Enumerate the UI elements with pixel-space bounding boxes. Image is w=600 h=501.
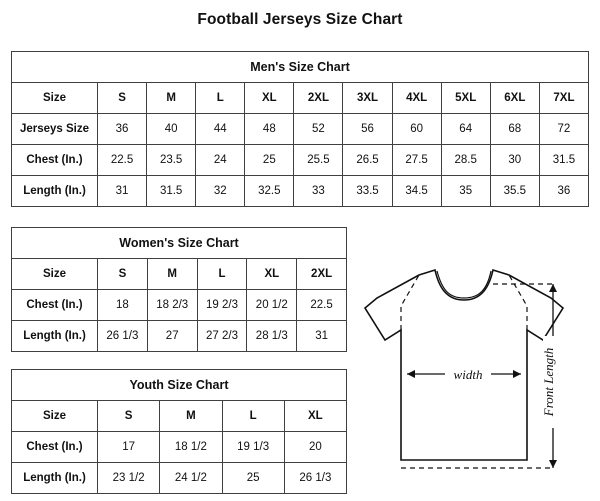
youth-size-chart (11, 369, 347, 494)
cell-chest: 30 (490, 145, 539, 176)
front-length-label: Front Length (541, 347, 556, 417)
cell-length: 23 1/2 (98, 463, 160, 494)
cell-chest: 19 1/3 (222, 432, 284, 463)
cell-jerseys-size: 60 (392, 114, 441, 145)
cell-chest: 25.5 (294, 145, 343, 176)
row-label-jerseys-size: Jerseys Size (12, 114, 98, 145)
table-row (12, 83, 589, 114)
cell-length: 33.5 (343, 176, 392, 207)
cell-chest: 22.5 (98, 145, 147, 176)
cell-length: 27 2/3 (197, 321, 247, 352)
womens-chart-caption: Women's Size Chart (12, 228, 347, 259)
cell-chest: 26.5 (343, 145, 392, 176)
cell-chest: 24 (196, 145, 245, 176)
cell-size: XL (284, 401, 346, 432)
cell-chest: 20 (284, 432, 346, 463)
cell-jerseys-size: 44 (196, 114, 245, 145)
cell-jerseys-size: 48 (245, 114, 294, 145)
row-label-size: Size (12, 83, 98, 114)
cell-chest: 18 (98, 290, 148, 321)
cell-length: 36 (539, 176, 588, 207)
cell-size: 5XL (441, 83, 490, 114)
cell-chest: 25 (245, 145, 294, 176)
youth-chart-caption: Youth Size Chart (12, 370, 347, 401)
table-caption-row (12, 52, 589, 83)
cell-jerseys-size: 64 (441, 114, 490, 145)
cell-jerseys-size: 40 (147, 114, 196, 145)
cell-jerseys-size: 36 (98, 114, 147, 145)
table-row (12, 463, 347, 494)
mens-size-chart (11, 51, 589, 207)
cell-chest: 20 1/2 (247, 290, 297, 321)
cell-jerseys-size: 68 (490, 114, 539, 145)
cell-chest: 28.5 (441, 145, 490, 176)
cell-jerseys-size: 56 (343, 114, 392, 145)
cell-length: 25 (222, 463, 284, 494)
cell-size: 4XL (392, 83, 441, 114)
row-label-chest: Chest (In.) (12, 432, 98, 463)
table-caption-row (12, 228, 347, 259)
cell-size: 7XL (539, 83, 588, 114)
table-row (12, 259, 347, 290)
table-row (12, 290, 347, 321)
cell-length: 31.5 (147, 176, 196, 207)
cell-size: L (196, 83, 245, 114)
cell-size: L (197, 259, 247, 290)
cell-length: 32.5 (245, 176, 294, 207)
cell-size: S (98, 83, 147, 114)
cell-chest: 22.5 (297, 290, 347, 321)
cell-jerseys-size: 52 (294, 114, 343, 145)
row-label-chest: Chest (In.) (12, 145, 98, 176)
cell-size: M (147, 83, 196, 114)
table-caption-row (12, 370, 347, 401)
cell-length: 31 (297, 321, 347, 352)
cell-chest: 27.5 (392, 145, 441, 176)
cell-chest: 23.5 (147, 145, 196, 176)
row-label-length: Length (In.) (12, 321, 98, 352)
cell-size: S (98, 259, 148, 290)
cell-chest: 18 1/2 (160, 432, 222, 463)
cell-size: 3XL (343, 83, 392, 114)
cell-chest: 19 2/3 (197, 290, 247, 321)
youth-size-table (11, 369, 347, 494)
row-label-length: Length (In.) (12, 463, 98, 494)
cell-length: 35 (441, 176, 490, 207)
cell-length: 31 (98, 176, 147, 207)
cell-size: XL (245, 83, 294, 114)
page-title: Football Jerseys Size Chart (197, 11, 403, 28)
row-label-length: Length (In.) (12, 176, 98, 207)
womens-size-table (11, 227, 347, 352)
cell-length: 32 (196, 176, 245, 207)
table-row (12, 145, 589, 176)
cell-length: 35.5 (490, 176, 539, 207)
cell-length: 27 (147, 321, 197, 352)
width-label: width (453, 367, 483, 382)
table-row (12, 321, 347, 352)
cell-length: 26 1/3 (98, 321, 148, 352)
table-row (12, 432, 347, 463)
cell-size: XL (247, 259, 297, 290)
row-label-size: Size (12, 259, 98, 290)
table-row (12, 176, 589, 207)
cell-size: 6XL (490, 83, 539, 114)
mens-chart-caption: Men's Size Chart (12, 52, 589, 83)
cell-length: 26 1/3 (284, 463, 346, 494)
cell-chest: 17 (98, 432, 160, 463)
table-row (12, 114, 589, 145)
cell-jerseys-size: 72 (539, 114, 588, 145)
cell-chest: 18 2/3 (147, 290, 197, 321)
cell-size: 2XL (294, 83, 343, 114)
table-row (12, 401, 347, 432)
cell-size: S (98, 401, 160, 432)
cell-length: 28 1/3 (247, 321, 297, 352)
cell-size: M (160, 401, 222, 432)
cell-size: M (147, 259, 197, 290)
row-label-size: Size (12, 401, 98, 432)
cell-chest: 31.5 (539, 145, 588, 176)
jersey-measurement-diagram (357, 254, 589, 492)
cell-size: 2XL (297, 259, 347, 290)
mens-size-table (11, 51, 589, 207)
cell-length: 24 1/2 (160, 463, 222, 494)
womens-size-chart (11, 227, 347, 352)
row-label-chest: Chest (In.) (12, 290, 98, 321)
cell-length: 33 (294, 176, 343, 207)
cell-size: L (222, 401, 284, 432)
cell-length: 34.5 (392, 176, 441, 207)
